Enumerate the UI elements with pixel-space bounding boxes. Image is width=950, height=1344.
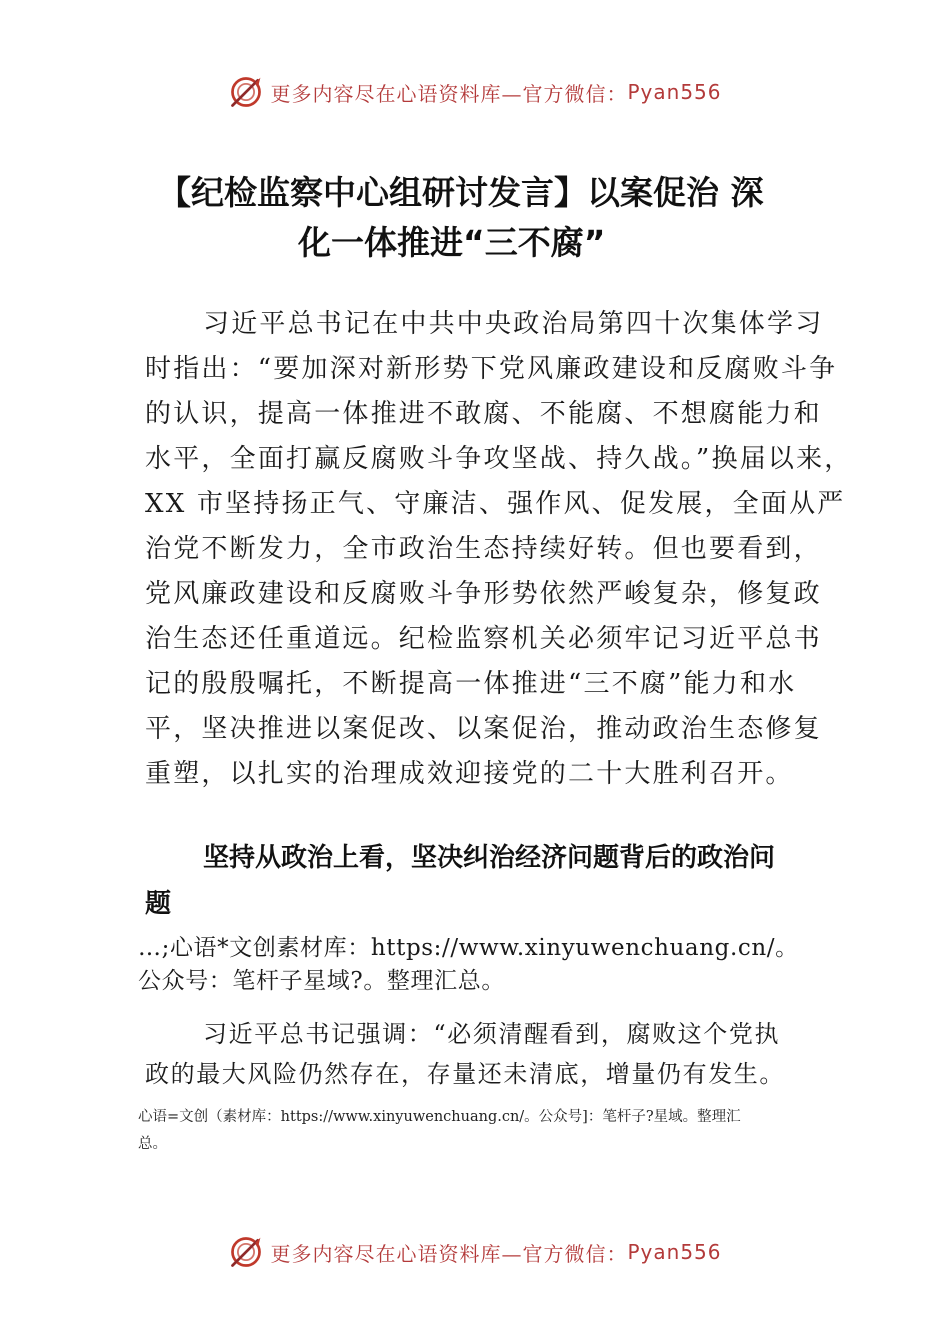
brush-logo-icon — [228, 1234, 264, 1270]
title-line-1: 【纪检监察中心组研讨发言】以案促治 深 — [158, 173, 764, 212]
paragraph-line: 治生态还任重道远。纪检监察机关必须牢记习近平总书 — [145, 624, 822, 654]
paragraph-line: 习近平总书记强调：“必须清醒看到，腐败这个党执 — [203, 1020, 781, 1048]
brush-logo-icon — [228, 74, 264, 110]
bottom-banner — [0, 1232, 950, 1272]
paragraph-line: 平，坚决推进以案促改、以案促治，推动政治生态修复 — [145, 714, 822, 744]
small-note-line-1: 心语=文创（素材库：https://www.xinyuwenchuang.cn/。公众号]：笔杆子?星域。整理汇 — [138, 1109, 741, 1125]
banner-text: 更多内容尽在心语资料库—官方微信： — [270, 81, 628, 106]
paragraph-line: 习近平总书记在中共中央政治局第四十次集体学习 — [203, 309, 824, 339]
paragraph-1 — [145, 302, 853, 797]
document-title — [140, 168, 820, 268]
small-note-line-2: 总。 — [138, 1136, 167, 1152]
note-line-1: …;心语*文创素材库：https://www.xinyuwenchuang.cn/。 — [138, 935, 799, 961]
paragraph-line: 记的殷殷嘱托，不断提高一体推进“三不腐”能力和水 — [145, 669, 797, 699]
small-source-note — [138, 1104, 838, 1158]
banner-wechat-id: Pyan556 — [627, 80, 722, 104]
paragraph-line: 重塑，以扎实的治理成效迎接党的二十大胜利召开。 — [145, 759, 794, 789]
banner-text: 更多内容尽在心语资料库—官方微信： — [270, 1241, 628, 1266]
paragraph-2 — [145, 1014, 825, 1094]
paragraph-line: XX 市坚持扬正气、守廉洁、强作风、促发展，全面从严 — [145, 489, 846, 519]
paragraph-line: 治党不断发力，全市政治生态持续好转。但也要看到， — [145, 534, 822, 564]
paragraph-line: 水平，全面打赢反腐败斗争攻坚战、持久战。”换届以来， — [145, 444, 853, 474]
paragraph-line: 政的最大风险仍然存在，存量还未清底，增量仍有发生。 — [145, 1060, 785, 1088]
source-note — [138, 932, 838, 998]
section-heading — [145, 835, 825, 927]
paragraph-line: 党风廉政建设和反腐败斗争形势依然严峻复杂，修复政 — [145, 579, 822, 609]
paragraph-line: 时指出：“要加深对新形势下党风廉政建设和反腐败斗争 — [145, 354, 838, 384]
note-line-2: 公众号：笔杆子星域?。整理汇总。 — [138, 968, 505, 994]
top-banner — [0, 72, 950, 112]
heading-line-1: 坚持从政治上看，坚决纠治经济问题背后的政治问 — [203, 843, 776, 873]
title-line-2: 化一体推进“三不腐” — [298, 223, 606, 262]
paragraph-line: 的认识，提高一体推进不敢腐、不能腐、不想腐能力和 — [145, 399, 822, 429]
heading-line-2: 题 — [145, 889, 172, 919]
banner-wechat-id: Pyan556 — [627, 1240, 722, 1264]
